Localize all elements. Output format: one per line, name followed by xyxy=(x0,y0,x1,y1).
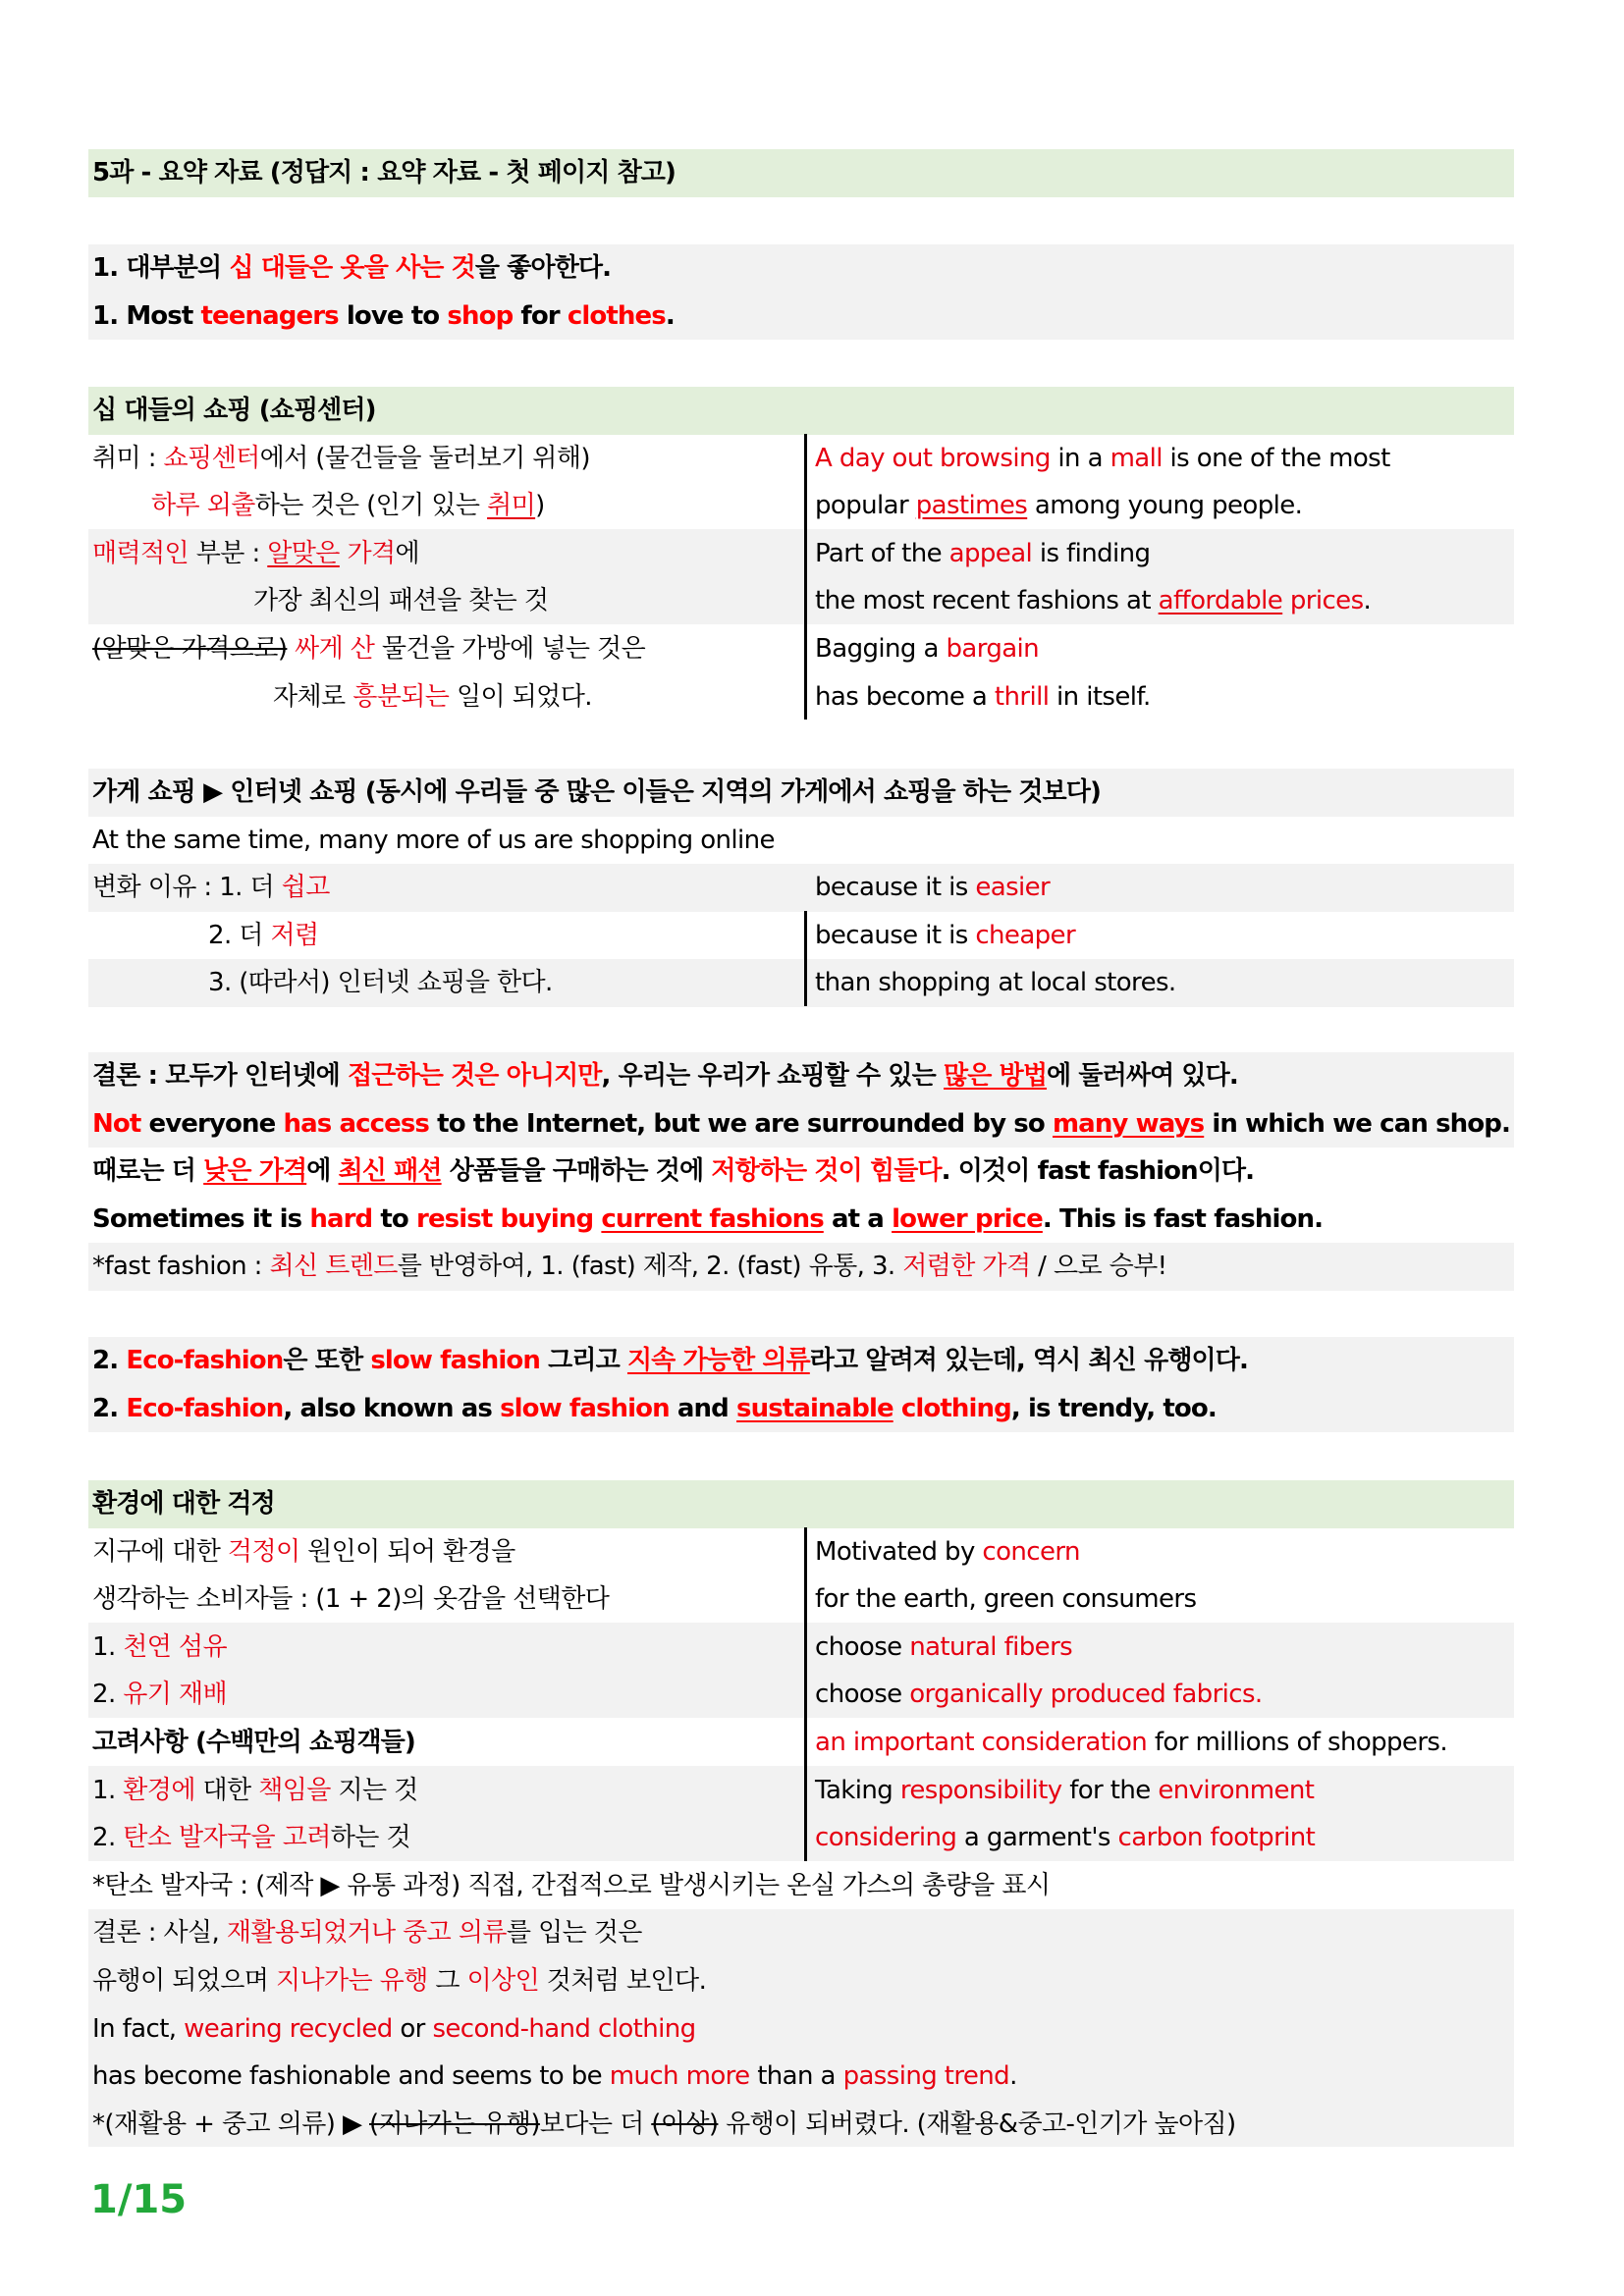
english-column xyxy=(809,530,1150,578)
highlighted-text: Eco-fashion xyxy=(126,1393,284,1423)
conclusion-korean-4 xyxy=(88,1957,1514,2005)
text-segment: 상품들을 구매하는 것에 xyxy=(441,1156,712,1187)
text-segment: for millions of shoppers. xyxy=(1147,1728,1448,1757)
text-segment: . xyxy=(665,300,675,331)
highlighted-text: clothing xyxy=(900,1393,1011,1423)
korean-column xyxy=(92,1109,1510,1139)
text-segment: 가게 쇼핑 ▶ 인터넷 쇼핑 (동시에 우리들 중 많은 이들은 지역의 가게에서 쇼핑을 하는 것보다) xyxy=(92,777,1101,807)
highlighted-text: easier xyxy=(975,873,1051,903)
table-row xyxy=(88,1575,1514,1624)
korean-column xyxy=(92,921,319,950)
korean-column xyxy=(92,1728,415,1757)
text-segment: 2. xyxy=(92,1823,124,1853)
fast-fashion-note xyxy=(88,1243,1514,1291)
highlighted-text: 환경에 xyxy=(123,1775,195,1805)
korean-column xyxy=(92,253,611,283)
highlighted-text: A day out browsing xyxy=(815,443,1051,473)
document-title xyxy=(88,149,1514,197)
highlighted-text: 하루 외출 xyxy=(151,491,255,521)
text-segment: *탄소 발자국 : (제작 ▶ 유통 과정) 직접, 간접적으로 발생시키는 온실 가스의 총량을 표시 xyxy=(92,1870,1051,1900)
highlighted-text: 천연 섬유 xyxy=(123,1631,228,1662)
text-segment: love to xyxy=(338,300,448,331)
highlighted-text: 최신 패션 xyxy=(338,1156,442,1187)
english-column xyxy=(809,1671,1263,1719)
korean-column xyxy=(92,1680,227,1709)
highlighted-text: 저렴한 가격 xyxy=(902,1252,1031,1282)
text-segment: In fact, xyxy=(92,2013,185,2044)
text-segment: and xyxy=(669,1393,737,1423)
text-segment: At the same time, many more of us are shopping online xyxy=(92,825,775,855)
text-segment: 에 xyxy=(395,538,420,568)
english-column xyxy=(809,1719,1447,1767)
text-segment: the most recent fashions at xyxy=(815,586,1159,616)
text-segment: 에서 (물건들을 둘러보기 위해) xyxy=(259,443,590,473)
text-segment: in a xyxy=(1050,443,1110,473)
text-segment: , 우리는 우리가 쇼핑할 수 있는 xyxy=(601,1061,945,1091)
highlighted-text: 취미 xyxy=(487,491,536,521)
highlighted-text: natural fibers xyxy=(909,1631,1073,1662)
text-segment: 에 xyxy=(306,1156,339,1187)
highlighted-text: sustainable xyxy=(736,1393,893,1423)
text-segment: 부분 : xyxy=(189,538,268,568)
conclusion-korean-3 xyxy=(88,1909,1514,1957)
highlighted-text: many ways xyxy=(1052,1108,1205,1139)
text-segment: is one of the most xyxy=(1162,443,1390,473)
text-segment: 그 xyxy=(427,1966,467,1996)
highlighted-text: teenagers xyxy=(200,300,339,331)
korean-column xyxy=(92,1871,1050,1900)
highlighted-text: 십 대들은 옷을 사는 것 xyxy=(229,253,475,283)
point-2-english xyxy=(88,1385,1514,1433)
text-segment: , also known as xyxy=(283,1393,501,1423)
english-column xyxy=(809,1575,1196,1624)
highlighted-text: wearing recycled xyxy=(184,2013,393,2044)
text-segment: than shopping at local stores. xyxy=(815,968,1176,998)
highlighted-text: pastimes xyxy=(915,491,1028,521)
text-segment: in itself. xyxy=(1049,681,1151,712)
highlighted-text: cheaper xyxy=(975,920,1076,950)
table-row xyxy=(88,959,1514,1007)
korean-column xyxy=(92,1061,1238,1091)
column-divider xyxy=(804,911,807,1006)
text-segment: Motivated by xyxy=(815,1536,983,1567)
text-segment: 지는 것 xyxy=(330,1775,418,1805)
korean-column xyxy=(92,2014,696,2044)
text-segment: 그리고 xyxy=(540,1346,627,1375)
highlighted-text: 유기 재배 xyxy=(123,1680,228,1710)
text-segment: choose xyxy=(815,1680,910,1710)
korean-column xyxy=(92,2061,1017,2091)
highlighted-text: Not xyxy=(92,1108,141,1139)
highlighted-text: passing trend xyxy=(842,2061,1010,2092)
text-segment: at a xyxy=(823,1203,893,1234)
section-heading-teen-shopping xyxy=(88,387,1514,435)
english-column xyxy=(809,1767,1314,1815)
highlighted-text: organically produced fabrics. xyxy=(909,1680,1263,1710)
text-segment: 지구에 대한 xyxy=(92,1536,228,1567)
text-segment: 변화 이유 : 1. 더 xyxy=(92,873,282,903)
highlighted-text: affordable xyxy=(1158,586,1283,616)
conclusion-english-3 xyxy=(88,2005,1514,2054)
text-segment: 2. xyxy=(92,1680,124,1710)
text-segment: to the Internet, but we are surrounded by so xyxy=(429,1108,1053,1139)
text-segment: 2. 더 xyxy=(208,920,271,950)
korean-column xyxy=(92,1966,706,1996)
text-segment: to xyxy=(372,1203,417,1234)
text-segment: 것처럼 보인다. xyxy=(539,1966,707,1996)
text-segment: 에 둘러싸여 있다. xyxy=(1047,1061,1238,1091)
highlighted-text: 지속 가능한 의류 xyxy=(626,1346,810,1375)
conclusion-english-2 xyxy=(88,1196,1514,1244)
text-segment: 물건을 가방에 넣는 것은 xyxy=(374,634,646,664)
highlighted-text: environment xyxy=(1158,1775,1315,1805)
highlighted-text: appeal xyxy=(948,538,1033,568)
struck-text: (알맞은 가격으로) xyxy=(92,634,288,664)
text-segment: . This is fast fashion. xyxy=(1042,1203,1324,1234)
text-segment: 결론 : 사실, xyxy=(92,1918,227,1949)
highlighted-text: 쉽고 xyxy=(281,873,330,903)
korean-column xyxy=(92,1346,1248,1375)
text-segment: popular xyxy=(815,491,916,521)
highlighted-text: second-hand clothing xyxy=(432,2013,696,2044)
text-segment: *fast fashion : xyxy=(92,1252,270,1282)
korean-column xyxy=(92,1489,275,1519)
highlighted-text: much more xyxy=(609,2061,750,2092)
english-column xyxy=(809,1528,1080,1576)
highlighted-text: 책임을 xyxy=(258,1775,331,1805)
text-segment: , is trendy, too. xyxy=(1010,1393,1217,1423)
highlighted-text: 최신 트렌드 xyxy=(269,1252,398,1282)
highlighted-text: 매력적인 xyxy=(92,538,189,568)
highlighted-text: 싸게 산 xyxy=(295,634,375,664)
text-segment: *(재활용 + 중고 의류) ▶ xyxy=(92,2109,370,2139)
korean-column xyxy=(92,1156,1254,1186)
korean-column xyxy=(92,1584,609,1614)
point-1-korean xyxy=(88,244,1514,293)
struck-text: (이상) xyxy=(651,2109,719,2139)
text-segment: choose xyxy=(815,1631,910,1662)
highlighted-text: 많은 방법 xyxy=(944,1061,1048,1091)
highlighted-text: 저렴 xyxy=(270,920,319,950)
highlighted-text: 흥분되는 xyxy=(352,681,450,712)
text-segment: 결론 : 모두가 인터넷에 xyxy=(92,1061,349,1091)
text-segment: 하는 것 xyxy=(330,1823,410,1853)
text-segment: 2. xyxy=(92,1393,127,1423)
highlighted-text: resist buying xyxy=(416,1203,594,1234)
highlighted-text: has access xyxy=(283,1108,430,1139)
korean-column xyxy=(92,586,548,615)
english-column xyxy=(809,912,1075,960)
text-segment: Bagging a xyxy=(815,634,947,664)
text-segment: 일이 되었다. xyxy=(449,681,592,712)
text-segment: 라고 알려져 있는데, 역시 최신 유행이다. xyxy=(809,1346,1248,1375)
text-segment: 1. Most xyxy=(92,300,201,331)
english-column xyxy=(809,625,1039,673)
text-segment: 보다는 더 xyxy=(539,2109,652,2139)
korean-column xyxy=(92,1204,1323,1234)
text-segment: . xyxy=(1009,2061,1017,2092)
text-segment xyxy=(340,539,348,568)
korean-column xyxy=(92,1394,1217,1423)
text-segment: because it is xyxy=(815,920,976,950)
highlighted-text: an important consideration xyxy=(815,1728,1148,1757)
struck-text: (지나가는 유행) xyxy=(369,2109,540,2139)
korean-column xyxy=(92,1918,642,1948)
text-segment: 를 반영하여, 1. (fast) 제작, 2. (fast) 유통, 3. xyxy=(397,1252,903,1282)
text-segment: 을 좋아한다. xyxy=(474,253,612,283)
text-segment: than a xyxy=(749,2061,843,2092)
highlighted-text: bargain xyxy=(946,634,1040,664)
column-divider xyxy=(804,434,807,720)
english-column xyxy=(809,1624,1072,1672)
highlighted-text: 알맞은 xyxy=(267,538,340,568)
highlighted-text: thrill xyxy=(994,681,1050,712)
english-column xyxy=(809,959,1176,1007)
highlighted-text: 이상인 xyxy=(466,1966,540,1996)
text-segment: 고려사항 (수백만의 쇼핑객들) xyxy=(92,1728,415,1757)
highlighted-text: Eco-fashion xyxy=(126,1346,284,1375)
text-segment: 원인이 되어 환경을 xyxy=(299,1536,515,1567)
text-segment: 1. xyxy=(92,1775,124,1805)
highlighted-text: slow fashion xyxy=(370,1346,540,1375)
text-segment: 자체로 xyxy=(273,681,353,712)
highlighted-text: 쇼핑센터 xyxy=(163,443,260,473)
highlighted-text: 접근하는 것은 아니지만 xyxy=(348,1061,602,1091)
highlighted-text: 낮은 가격 xyxy=(203,1156,307,1187)
text-segment xyxy=(1282,586,1290,615)
page-number: 1/15 xyxy=(90,2177,188,2222)
highlighted-text: carbon footprint xyxy=(1117,1823,1316,1853)
highlighted-text: 지나가는 유행 xyxy=(275,1966,428,1996)
highlighted-text: hard xyxy=(309,1203,373,1234)
highlighted-text: responsibility xyxy=(899,1775,1062,1805)
korean-column xyxy=(92,1537,515,1567)
text-segment: 은 또한 xyxy=(283,1346,371,1375)
text-segment: 3. (따라서) 인터넷 쇼핑을 한다. xyxy=(208,968,553,998)
korean-column xyxy=(92,301,675,331)
conclusion-korean-2 xyxy=(88,1148,1514,1196)
table-row xyxy=(88,864,1514,912)
english-column xyxy=(809,864,1050,912)
korean-column xyxy=(92,968,553,997)
text-segment: is finding xyxy=(1032,538,1151,568)
text-segment: 가장 최신의 패션을 찾는 것 xyxy=(253,586,549,616)
korean-column xyxy=(92,1632,227,1662)
korean-column xyxy=(92,1823,410,1852)
korean-column xyxy=(92,777,1101,807)
highlighted-text: prices xyxy=(1289,586,1364,616)
table-row xyxy=(88,1671,1514,1719)
text-segment: 대한 xyxy=(194,1775,259,1805)
text-segment: everyone xyxy=(140,1108,284,1139)
section-heading-environment xyxy=(88,1480,1514,1528)
korean-column xyxy=(92,873,330,902)
text-segment: . 이것이 fast fashion이다. xyxy=(941,1156,1255,1187)
text-segment: 를 입는 것은 xyxy=(506,1918,642,1949)
conclusion-korean-1 xyxy=(88,1052,1514,1100)
table-row xyxy=(88,435,1514,483)
section-heading-online-shopping xyxy=(88,769,1514,817)
text-segment: 환경에 대한 걱정 xyxy=(92,1489,275,1519)
text-segment: Sometimes it is xyxy=(92,1203,310,1234)
conclusion-english-4 xyxy=(88,2053,1514,2101)
highlighted-text: clothes xyxy=(567,300,666,331)
table-row xyxy=(88,1528,1514,1576)
text-segment: . xyxy=(1363,586,1372,616)
column-divider xyxy=(804,1527,807,1861)
text-segment: or xyxy=(392,2013,433,2044)
highlighted-text: 재활용되었거나 중고 의류 xyxy=(226,1918,507,1949)
text-segment: has become a xyxy=(815,681,995,712)
highlighted-text: 저항하는 것이 힘들다 xyxy=(711,1156,942,1187)
text-segment: 하는 것은 (인기 있는 xyxy=(254,491,488,521)
point-1-english xyxy=(88,293,1514,341)
korean-column xyxy=(92,539,419,568)
english-column xyxy=(809,435,1390,483)
korean-column xyxy=(92,444,590,473)
highlighted-text: 탄소 발자국을 고려 xyxy=(123,1823,331,1853)
table-row xyxy=(88,577,1514,625)
point-2-korean xyxy=(88,1337,1514,1385)
english-column xyxy=(809,1814,1315,1862)
highlighted-text: mall xyxy=(1110,443,1163,473)
table-row xyxy=(88,482,1514,530)
korean-column xyxy=(92,682,592,712)
sentence-row xyxy=(88,817,1514,865)
text-segment: Taking xyxy=(815,1775,900,1805)
text-segment: among young people. xyxy=(1027,491,1303,521)
text-segment xyxy=(287,634,295,664)
text-segment: 생각하는 소비자들 : (1 + 2)의 옷감을 선택한다 xyxy=(92,1584,610,1615)
highlighted-text: 가격 xyxy=(347,538,396,568)
korean-column xyxy=(92,491,545,520)
english-column xyxy=(809,673,1151,721)
highlighted-text: current fashions xyxy=(601,1203,824,1234)
table-row xyxy=(88,1624,1514,1672)
table-row xyxy=(88,912,1514,960)
english-column xyxy=(809,482,1302,530)
highlighted-text: considering xyxy=(815,1823,957,1853)
text-segment: because it is xyxy=(815,873,976,903)
korean-column xyxy=(92,396,376,425)
text-segment: Part of the xyxy=(815,538,949,568)
highlighted-text: lower price xyxy=(892,1203,1043,1234)
text-segment: for the xyxy=(1061,1775,1159,1805)
highlighted-text: 걱정이 xyxy=(227,1536,300,1567)
text-segment: 취미 : xyxy=(92,443,164,473)
table-row xyxy=(88,530,1514,578)
highlighted-text: concern xyxy=(982,1536,1080,1567)
text-segment: 2. xyxy=(92,1346,127,1375)
text-segment: for the earth, green consumers xyxy=(815,1584,1197,1615)
text-segment: has become fashionable and seems to be xyxy=(92,2061,610,2092)
text-segment: a garment's xyxy=(956,1823,1118,1853)
korean-column xyxy=(92,634,645,664)
highlighted-text: slow fashion xyxy=(500,1393,670,1423)
text-segment: for xyxy=(513,300,568,331)
highlighted-text: shop xyxy=(447,300,514,331)
text-segment: 십 대들의 쇼핑 (쇼핑센터) xyxy=(92,396,376,425)
carbon-footprint-note xyxy=(88,1862,1514,1910)
table-row xyxy=(88,1814,1514,1862)
korean-column xyxy=(92,826,775,855)
text-segment: in which we can shop. xyxy=(1204,1108,1510,1139)
text-segment: 유행이 되버렸다. (재활용&중고-인기가 높아짐) xyxy=(718,2109,1236,2139)
text-segment: 1. xyxy=(92,1631,124,1662)
text-segment: ) xyxy=(535,491,545,521)
english-column xyxy=(809,577,1371,625)
table-row xyxy=(88,1767,1514,1815)
conclusion-english-1 xyxy=(88,1100,1514,1148)
korean-column xyxy=(92,158,676,187)
table-row xyxy=(88,1719,1514,1767)
korean-column xyxy=(92,1776,418,1805)
korean-column xyxy=(92,1252,1167,1281)
text-segment: 5과 - 요약 자료 (정답지 : 요약 자료 - 첫 페이지 참고) xyxy=(92,158,676,187)
text-segment: 1. 대부분의 xyxy=(92,253,230,283)
korean-column xyxy=(92,2109,1236,2139)
text-segment xyxy=(893,1394,901,1423)
table-row xyxy=(88,625,1514,673)
text-segment: 때로는 더 xyxy=(92,1156,204,1187)
recycling-note xyxy=(88,2101,1514,2149)
text-segment: / 으로 승부! xyxy=(1030,1252,1167,1282)
table-row xyxy=(88,673,1514,721)
text-segment: 유행이 되었으며 xyxy=(92,1966,276,1996)
